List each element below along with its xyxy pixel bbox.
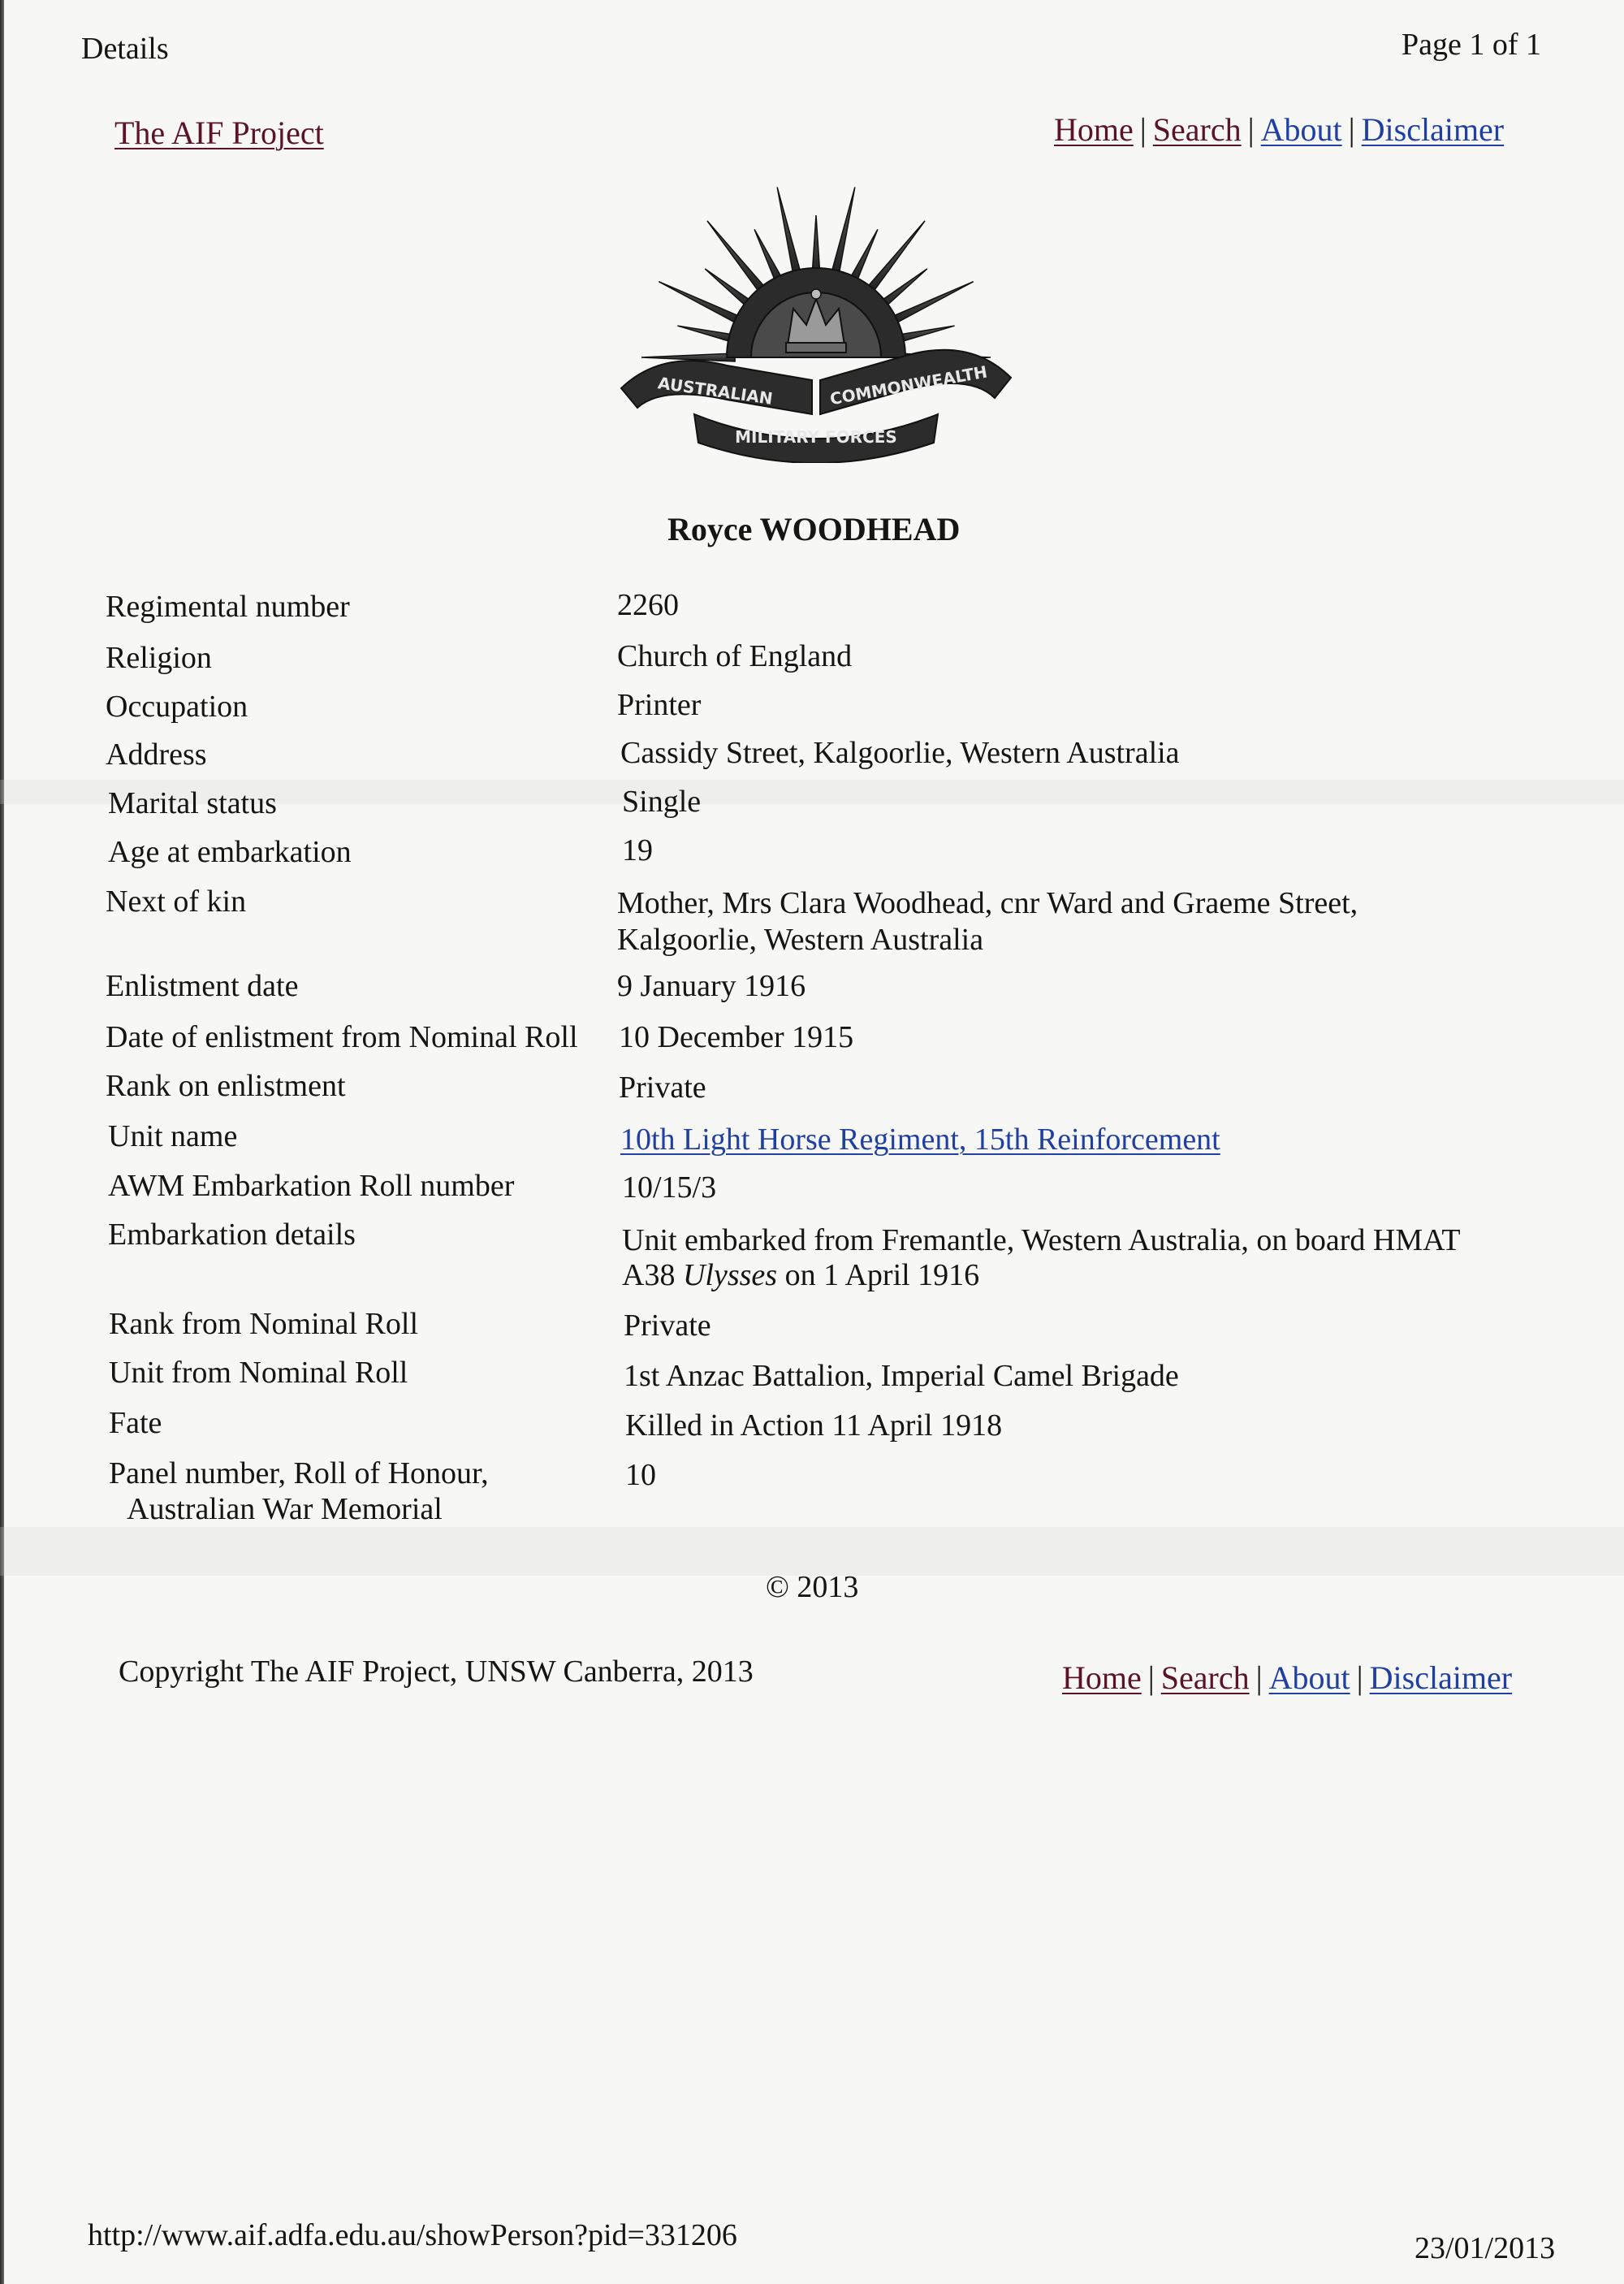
nav-search-link[interactable]: Search xyxy=(1152,111,1242,148)
badge-sun-ray xyxy=(707,221,769,296)
value-nominal-roll-enlistment-date: 10 December 1915 xyxy=(619,1020,854,1054)
value-embarkation-details-line1: Unit embarked from Fremantle, Western Australia, on board HMAT xyxy=(622,1223,1461,1257)
value-regimental-number: 2260 xyxy=(617,588,679,622)
footer-nav xyxy=(1062,1659,1512,1697)
footer-about-link[interactable]: About xyxy=(1268,1659,1350,1696)
crest-banner-bottom-text: MILITARY FORCES xyxy=(735,427,897,447)
label-enlistment-date: Enlistment date xyxy=(106,969,299,1003)
footer-home-link[interactable]: Home xyxy=(1062,1659,1142,1696)
nav-separator: | xyxy=(1255,1659,1263,1696)
ship-prefix: A38 xyxy=(622,1258,683,1292)
print-header-title: Details xyxy=(81,32,169,66)
footer-search-link[interactable]: Search xyxy=(1160,1659,1250,1696)
label-address: Address xyxy=(106,738,207,772)
value-occupation: Printer xyxy=(617,688,702,722)
nav-about-link[interactable]: About xyxy=(1260,111,1342,148)
value-next-of-kin-line2: Kalgoorlie, Western Australia xyxy=(617,923,984,957)
nav-separator: | xyxy=(1139,111,1147,148)
crest-banner-right-text: COMMONWEALTH xyxy=(828,361,989,409)
person-name: Royce WOODHEAD xyxy=(667,511,961,547)
value-enlistment-date: 9 January 1916 xyxy=(617,969,806,1003)
copyright-year: © 2013 xyxy=(766,1570,859,1604)
label-nominal-roll-enlistment-date: Date of enlistment from Nominal Roll xyxy=(106,1020,578,1054)
embarkation-date-text: on 1 April 1916 xyxy=(777,1258,980,1292)
label-age-at-embarkation: Age at embarkation xyxy=(108,835,352,869)
label-awm-embarkation-roll-number: AWM Embarkation Roll number xyxy=(108,1169,515,1203)
ship-name: Ulysses xyxy=(682,1258,778,1292)
label-marital-status: Marital status xyxy=(108,786,277,820)
value-address: Cassidy Street, Kalgoorlie, Western Australia xyxy=(620,736,1180,770)
nav-separator: | xyxy=(1147,1659,1155,1696)
print-footer-date: 23/01/2013 xyxy=(1415,2231,1556,2265)
label-unit-from-nominal-roll: Unit from Nominal Roll xyxy=(109,1356,408,1390)
label-rank-from-nominal-roll: Rank from Nominal Roll xyxy=(109,1307,419,1341)
rising-sun-badge-icon xyxy=(613,171,1019,463)
label-religion: Religion xyxy=(106,641,212,675)
value-unit-from-nominal-roll: 1st Anzac Battalion, Imperial Camel Brigade xyxy=(624,1359,1179,1393)
nav-separator: | xyxy=(1356,1659,1363,1696)
value-embarkation-details-line2 xyxy=(622,1257,979,1293)
nav-separator: | xyxy=(1348,111,1355,148)
badge-sun-ray xyxy=(812,215,820,276)
label-unit-name: Unit name xyxy=(108,1119,238,1153)
crest-banner-left-text: AUSTRALIAN xyxy=(656,373,775,409)
top-nav xyxy=(1054,110,1504,149)
value-panel-number: 10 xyxy=(625,1458,656,1492)
label-next-of-kin: Next of kin xyxy=(106,885,247,919)
value-awm-embarkation-roll-number: 10/15/3 xyxy=(622,1170,717,1205)
print-footer-url: http://www.aif.adfa.edu.au/showPerson?pid=331206 xyxy=(88,2218,737,2252)
badge-sun-ray xyxy=(830,187,854,279)
label-rank-on-enlistment: Rank on enlistment xyxy=(106,1069,346,1103)
print-header-page: Page 1 of 1 xyxy=(1402,28,1542,62)
label-occupation: Occupation xyxy=(106,690,248,724)
footer-disclaimer-link[interactable]: Disclaimer xyxy=(1369,1659,1513,1696)
badge-sun-ray xyxy=(777,187,801,279)
badge-sun-ray xyxy=(863,221,925,296)
value-next-of-kin-line1: Mother, Mrs Clara Woodhead, cnr Ward and Graeme Street, xyxy=(617,886,1358,920)
nav-home-link[interactable]: Home xyxy=(1054,111,1134,148)
nav-separator: | xyxy=(1247,111,1255,148)
value-rank-from-nominal-roll: Private xyxy=(624,1309,711,1343)
label-panel-number-line1: Panel number, Roll of Honour, xyxy=(109,1456,489,1490)
copyright-notice: Copyright The AIF Project, UNSW Canberra, 2013 xyxy=(119,1655,754,1689)
label-embarkation-details: Embarkation details xyxy=(108,1218,356,1252)
unit-name-link[interactable]: 10th Light Horse Regiment, 15th Reinforcement xyxy=(620,1123,1220,1157)
value-fate: Killed in Action 11 April 1918 xyxy=(625,1408,1003,1443)
value-marital-status: Single xyxy=(622,785,702,819)
label-regimental-number: Regimental number xyxy=(106,590,350,624)
site-title-link[interactable]: The AIF Project xyxy=(114,115,324,151)
label-fate: Fate xyxy=(109,1406,162,1440)
scan-edge xyxy=(0,0,4,2284)
value-religion: Church of England xyxy=(617,639,853,673)
value-rank-on-enlistment: Private xyxy=(619,1071,706,1105)
scan-band xyxy=(0,1527,1624,1576)
nav-disclaimer-link[interactable]: Disclaimer xyxy=(1361,111,1505,148)
label-panel-number-line2: Australian War Memorial xyxy=(127,1492,443,1526)
value-age-at-embarkation: 19 xyxy=(622,833,653,867)
